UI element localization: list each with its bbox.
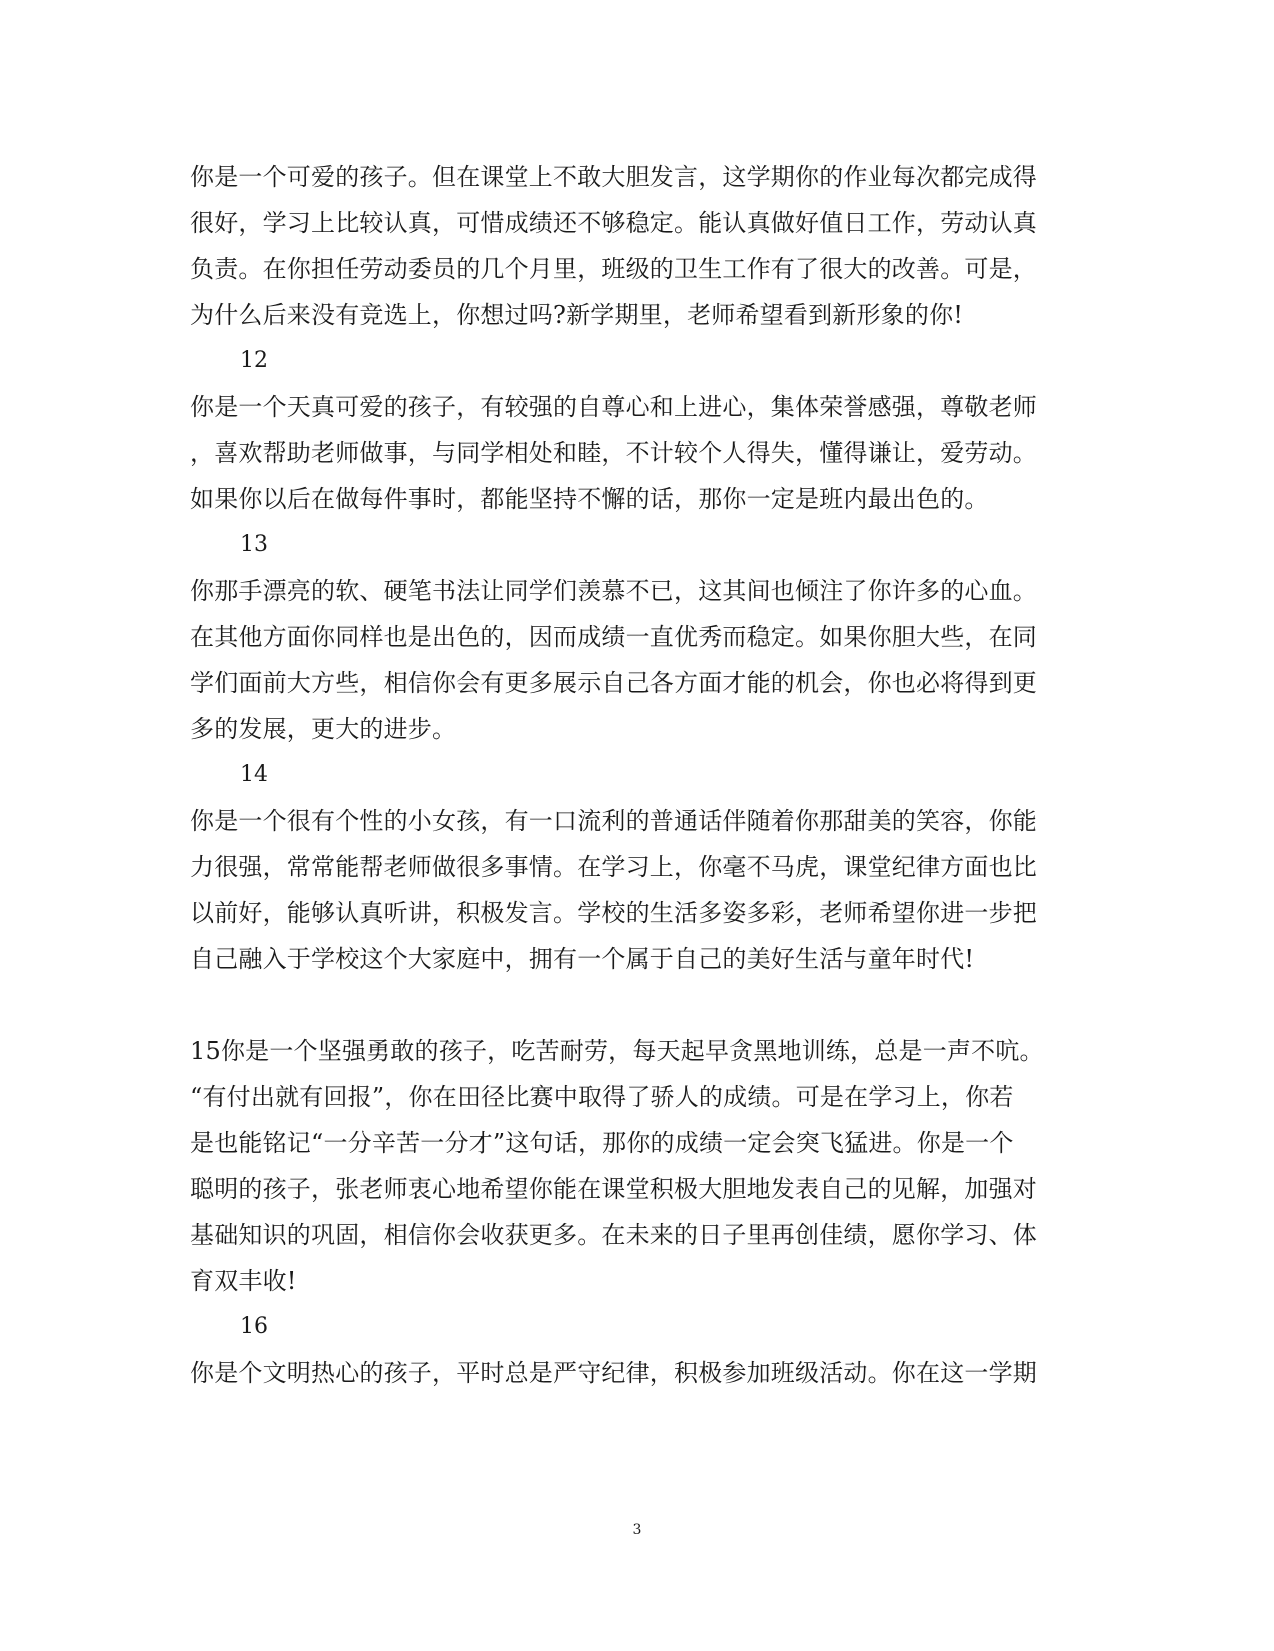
paragraph-line: 你是个文明热心的孩子，平时总是严守纪律，积极参加班级活动。你在这一学期 bbox=[190, 1359, 1037, 1387]
paragraph-line: 自己融入于学校这个大家庭中，拥有一个属于自己的美好生活与童年时代! bbox=[190, 945, 975, 973]
paragraph-line: 育双丰收! bbox=[190, 1267, 297, 1295]
paragraph-line: 很好，学习上比较认真，可惜成绩还不够稳定。能认真做好值日工作，劳动认真 bbox=[190, 209, 1037, 237]
entry-number: 13 bbox=[240, 532, 268, 557]
paragraph-line: 学们面前大方些，相信你会有更多展示自己各方面才能的机会，你也必将得到更 bbox=[190, 669, 1037, 697]
paragraph-line: 在其他方面你同样也是出色的，因而成绩一直优秀而稳定。如果你胆大些，在同 bbox=[190, 623, 1037, 651]
paragraph-line: 基础知识的巩固，相信你会收获更多。在未来的日子里再创佳绩，愿你学习、体 bbox=[190, 1221, 1037, 1249]
entry-number: 14 bbox=[240, 762, 268, 787]
paragraph-line: 你是一个可爱的孩子。但在课堂上不敢大胆发言，这学期你的作业每次都完成得 bbox=[190, 163, 1037, 191]
paragraph-line: “有付出就有回报”，你在田径比赛中取得了骄人的成绩。可是在学习上，你若 bbox=[190, 1083, 1014, 1111]
paragraph-line: 15你是一个坚强勇敢的孩子，吃苦耐劳，每天起早贪黑地训练，总是一声不吭。 bbox=[190, 1037, 1044, 1065]
paragraph-line: 你是一个很有个性的小女孩，有一口流利的普通话伴随着你那甜美的笑容，你能 bbox=[190, 807, 1037, 835]
paragraph-line: 你那手漂亮的软、硬笔书法让同学们羡慕不已，这其间也倾注了你许多的心血。 bbox=[190, 577, 1037, 605]
paragraph-line: 以前好，能够认真听讲，积极发言。学校的生活多姿多彩，老师希望你进一步把 bbox=[190, 899, 1037, 927]
paragraph-line: 是也能铭记“一分辛苦一分才”这句话，那你的成绩一定会突飞猛进。你是一个 bbox=[190, 1129, 1014, 1157]
paragraph-line: 你是一个天真可爱的孩子，有较强的自尊心和上进心，集体荣誉感强，尊敬老师 bbox=[190, 393, 1037, 421]
entry-number: 16 bbox=[240, 1314, 268, 1339]
paragraph-line: 力很强，常常能帮老师做很多事情。在学习上，你毫不马虎，课堂纪律方面也比 bbox=[190, 853, 1037, 881]
entry-number: 12 bbox=[240, 348, 268, 373]
paragraph-line: 为什么后来没有竞选上，你想过吗?新学期里，老师希望看到新形象的你! bbox=[190, 301, 964, 329]
page-number: 3 bbox=[632, 1522, 642, 1538]
paragraph-line: 多的发展，更大的进步。 bbox=[190, 715, 457, 743]
paragraph-line: 如果你以后在做每件事时，都能坚持不懈的话，那你一定是班内最出色的。 bbox=[190, 485, 989, 513]
paragraph-line: 聪明的孩子，张老师衷心地希望你能在课堂积极大胆地发表自己的见解，加强对 bbox=[190, 1175, 1037, 1203]
paragraph-line: ，喜欢帮助老师做事，与同学相处和睦，不计较个人得失，懂得谦让，爱劳动。 bbox=[190, 439, 1037, 467]
paragraph-line: 负责。在你担任劳动委员的几个月里，班级的卫生工作有了很大的改善。可是， bbox=[190, 255, 1037, 283]
